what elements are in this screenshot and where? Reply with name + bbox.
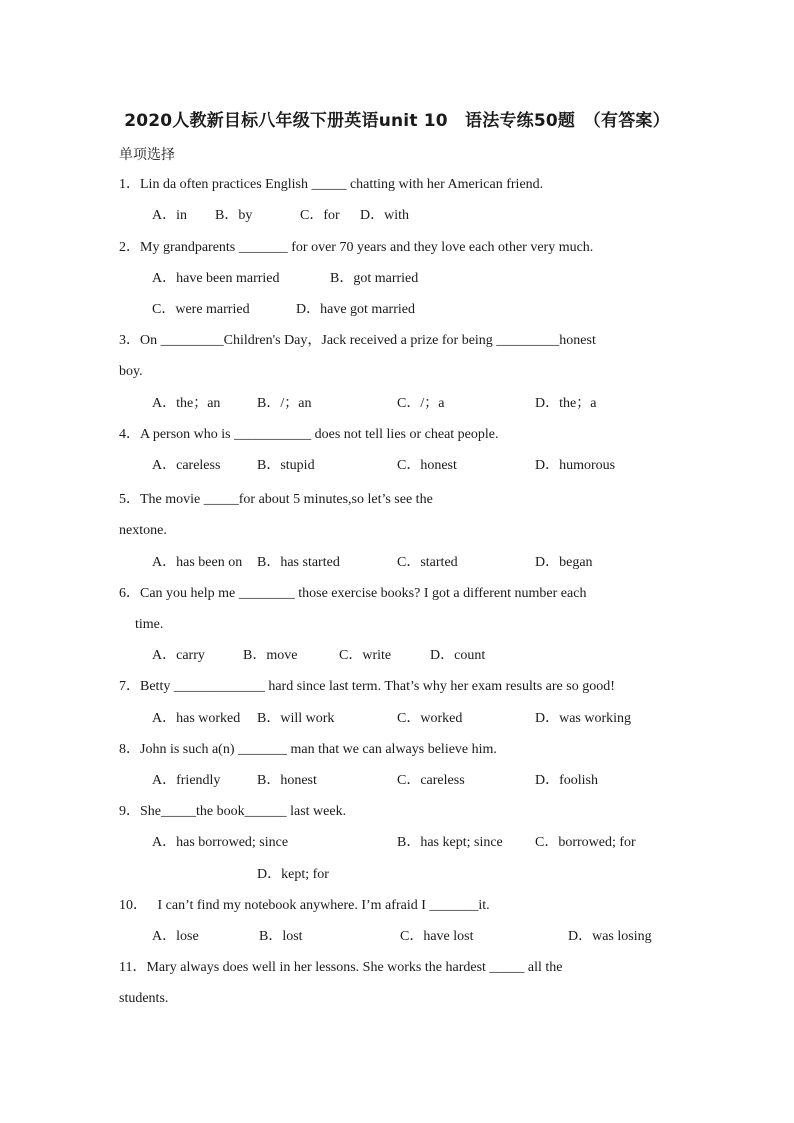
q1-option-a[interactable]: A．in: [152, 208, 187, 223]
q8-option-a[interactable]: A．friendly: [152, 773, 221, 788]
q9-option-b[interactable]: B．has kept; since: [397, 835, 503, 850]
q10-option-b[interactable]: B．lost: [259, 929, 303, 944]
q5-option-b[interactable]: B．has started: [257, 555, 340, 570]
q4-option-d[interactable]: D．humorous: [535, 458, 616, 473]
q6-option-b[interactable]: B．move: [243, 648, 298, 663]
q5-option-d[interactable]: D．began: [535, 555, 593, 570]
q1-option-c[interactable]: C．for: [300, 208, 340, 223]
question-6: 6．Can you help me ________ those exercise books? I got a different number each: [119, 586, 587, 601]
section-heading: 单项选择: [119, 147, 175, 163]
question-3-cont: boy.: [119, 364, 143, 379]
question-6-cont: time.: [135, 617, 164, 632]
q7-option-b[interactable]: B．will work: [257, 711, 335, 726]
question-4: 4．A person who is ___________ does not tell lies or cheat people.: [119, 427, 499, 442]
q6-option-d[interactable]: D．count: [430, 648, 486, 663]
question-5: 5．The movie _____for about 5 minutes,so let’s see the: [119, 492, 433, 507]
q2-option-a[interactable]: A．have been married: [152, 271, 280, 286]
question-9: 9．She_____the book______ last week.: [119, 804, 347, 819]
q2-option-c[interactable]: C．were married: [152, 302, 250, 317]
q10-option-d[interactable]: D．was losing: [568, 929, 652, 944]
question-1: 1．Lin da often practices English _____ chatting with her American friend.: [119, 177, 544, 192]
q10-option-c[interactable]: C．have lost: [400, 929, 474, 944]
q7-option-a[interactable]: A．has worked: [152, 711, 241, 726]
q9-option-a[interactable]: A．has borrowed; since: [152, 835, 289, 850]
q8-option-c[interactable]: C．careless: [397, 773, 465, 788]
page-title: 2020人教新目标八年级下册英语unit 10 语法专练50题 （有答案）: [124, 111, 670, 131]
question-11-cont: students.: [119, 991, 169, 1006]
q10-option-a[interactable]: A．lose: [152, 929, 199, 944]
q4-option-b[interactable]: B．stupid: [257, 458, 315, 473]
question-8: 8．John is such a(n) _______ man that we can always believe him.: [119, 742, 497, 757]
question-5-cont: nextone.: [119, 523, 167, 538]
q1-option-b[interactable]: B．by: [215, 208, 253, 223]
q2-option-b[interactable]: B．got married: [330, 271, 419, 286]
q7-option-d[interactable]: D．was working: [535, 711, 632, 726]
q8-option-d[interactable]: D．foolish: [535, 773, 598, 788]
question-7: 7．Betty _____________ hard since last term. That’s why her exam results are so good!: [119, 679, 615, 694]
q3-option-a[interactable]: A．the；an: [152, 396, 221, 411]
q4-option-a[interactable]: A．careless: [152, 458, 221, 473]
question-3: 3．On _________Children's Day，Jack received a prize for being _________honest: [119, 333, 596, 348]
q6-option-a[interactable]: A．carry: [152, 648, 205, 663]
q5-option-c[interactable]: C．started: [397, 555, 458, 570]
q3-option-c[interactable]: C．/；a: [397, 396, 445, 411]
q5-option-a[interactable]: A．has been on: [152, 555, 243, 570]
q9-option-c[interactable]: C．borrowed; for: [535, 835, 636, 850]
question-11: 11．Mary always does well in her lessons. She works the hardest _____ all the: [119, 960, 563, 975]
q2-option-d[interactable]: D．have got married: [296, 302, 415, 317]
q1-option-d[interactable]: D．with: [360, 208, 409, 223]
q3-option-b[interactable]: B．/；an: [257, 396, 312, 411]
q7-option-c[interactable]: C．worked: [397, 711, 463, 726]
question-2: 2．My grandparents _______ for over 70 years and they love each other very much.: [119, 240, 594, 255]
q3-option-d[interactable]: D．the；a: [535, 396, 597, 411]
q6-option-c[interactable]: C．write: [339, 648, 392, 663]
q4-option-c[interactable]: C．honest: [397, 458, 457, 473]
q8-option-b[interactable]: B．honest: [257, 773, 317, 788]
question-10: 10． I can’t find my notebook anywhere. I’m afraid I _______it.: [119, 898, 490, 913]
q9-option-d[interactable]: D．kept; for: [257, 867, 329, 882]
